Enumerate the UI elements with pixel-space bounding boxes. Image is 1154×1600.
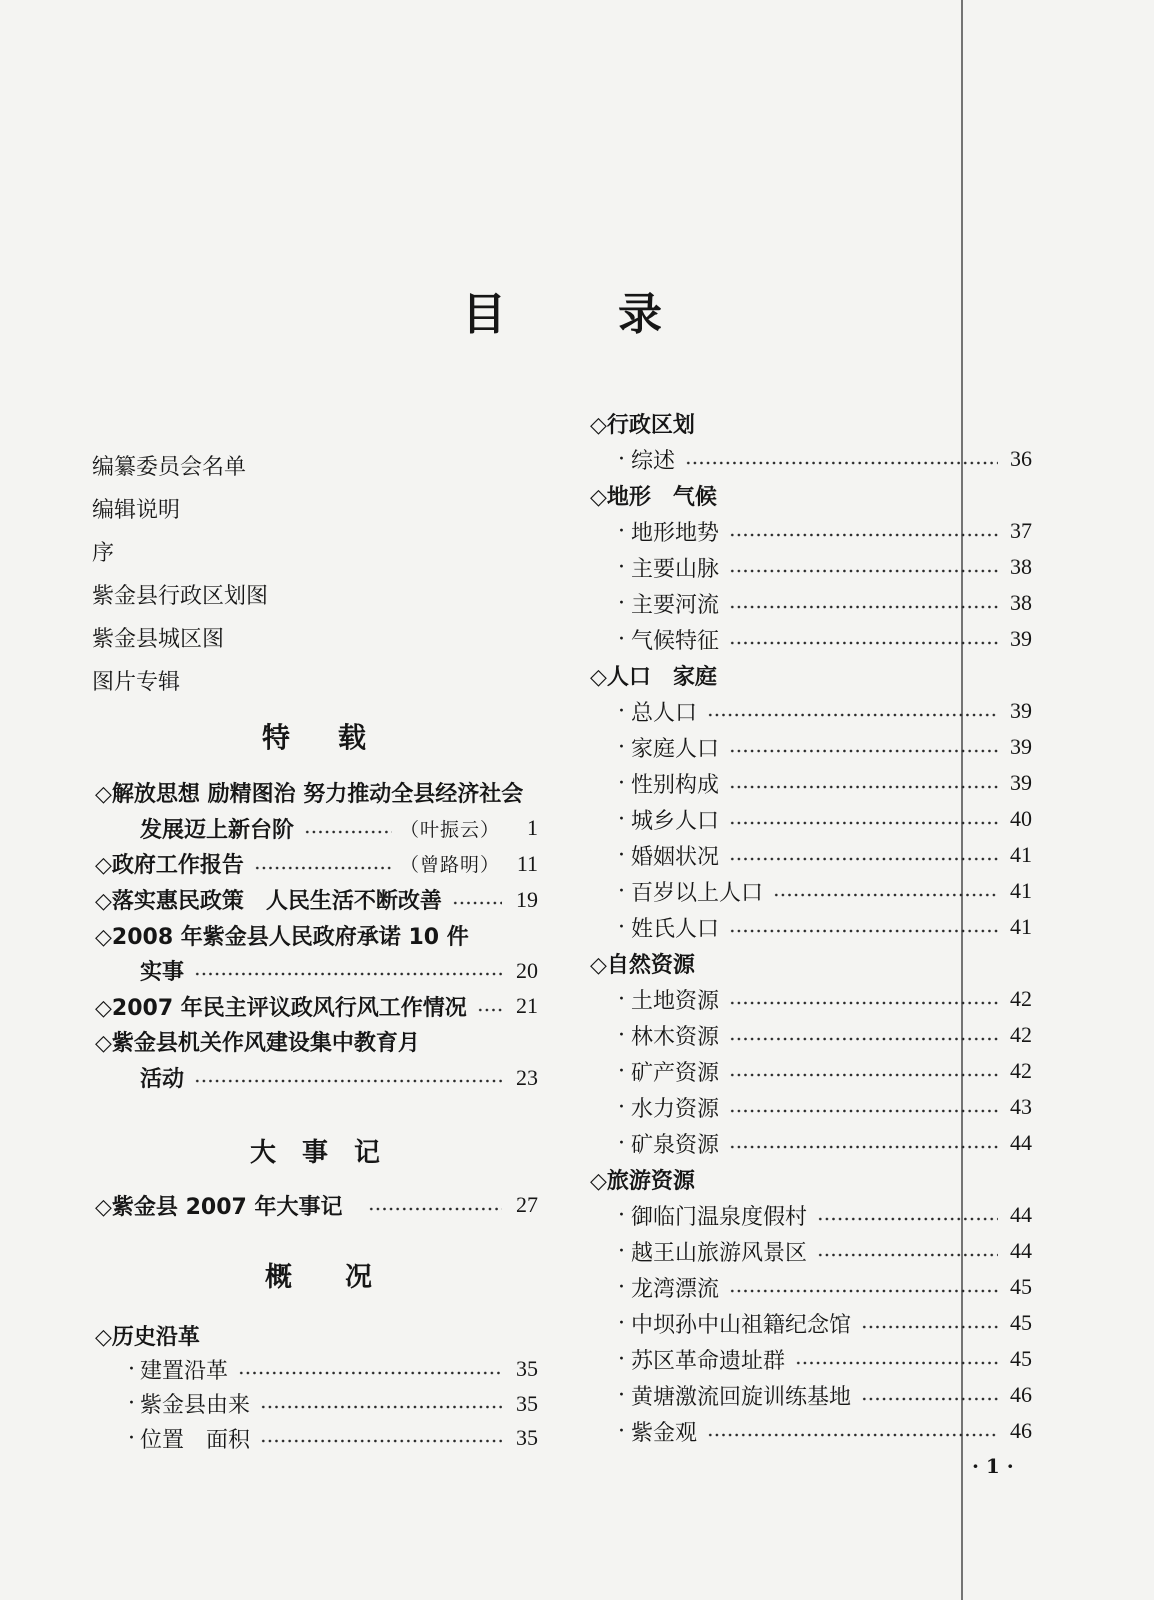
item-page: 36 xyxy=(1010,446,1032,471)
entry-page: 19 xyxy=(516,886,538,912)
entry-title-continued: 发展迈上新台阶 xyxy=(140,817,295,843)
bullet: · xyxy=(618,626,625,652)
bullet: · xyxy=(128,1391,135,1417)
entry-title-continued: 实事 xyxy=(140,960,185,986)
item-title: 矿产资源 xyxy=(631,1060,720,1086)
toc-item xyxy=(590,981,1032,1017)
item-title: 林木资源 xyxy=(631,1024,720,1050)
dot-leader xyxy=(729,1125,998,1161)
entry-title: ◇紫金县机关作风建设集中教育月 xyxy=(95,1031,420,1057)
item-title: 紫金观 xyxy=(631,1420,698,1446)
item-title: 紫金县由来 xyxy=(140,1393,251,1419)
item-title: 土地资源 xyxy=(631,988,720,1014)
entry-title: ◇解放思想 励精图治 努力推动全县经济社会 xyxy=(95,782,524,808)
item-page: 41 xyxy=(1010,842,1032,867)
dot-leader xyxy=(729,981,998,1017)
item-title: 婚姻状况 xyxy=(631,844,720,870)
special-entries xyxy=(92,775,538,1095)
item-page: 39 xyxy=(1010,698,1032,723)
toc-item xyxy=(590,909,1032,945)
bullet: · xyxy=(618,1346,625,1372)
entry-title: ◇落实惠民政策 人民生活不断改善 xyxy=(95,889,442,915)
entry-title: ◇2008 年紫金县人民政府承诺 10 件 xyxy=(95,924,469,950)
item-title: 矿泉资源 xyxy=(631,1132,720,1158)
group-title: ◇行政区划 xyxy=(590,412,695,438)
item-page: 41 xyxy=(1010,878,1032,903)
item-page: 45 xyxy=(1010,1346,1032,1371)
page-number: · 1 · xyxy=(972,1454,1014,1478)
entry-page: 27 xyxy=(516,1192,538,1217)
toc-item xyxy=(590,585,1032,621)
bullet: · xyxy=(128,1425,135,1451)
dot-leader xyxy=(729,1269,998,1305)
dot-leader xyxy=(729,621,998,657)
item-page: 42 xyxy=(1010,1058,1032,1083)
bullet: · xyxy=(618,1094,625,1120)
toc-entry xyxy=(92,989,538,1025)
toc-entry xyxy=(92,1024,538,1060)
dot-leader xyxy=(773,873,998,909)
front-matter-item: 编辑说明 xyxy=(92,498,181,523)
entry-page: 1 xyxy=(527,815,538,841)
front-matter-item: 编纂委员会名单 xyxy=(92,455,247,480)
toc-item xyxy=(590,1233,1032,1269)
dot-leader xyxy=(729,765,998,801)
item-title: 百岁以上人口 xyxy=(631,880,764,906)
item-page: 46 xyxy=(1010,1418,1032,1443)
dot-leader xyxy=(817,1197,998,1233)
item-page: 44 xyxy=(1010,1238,1032,1263)
item-page: 35 xyxy=(516,1390,538,1416)
dot-leader xyxy=(729,585,998,621)
item-page: 42 xyxy=(1010,986,1032,1011)
item-title: 地形地势 xyxy=(631,520,720,546)
item-title: 总人口 xyxy=(631,700,698,726)
toc-item xyxy=(590,765,1032,801)
item-title: 气候特征 xyxy=(631,628,720,654)
dot-leader xyxy=(861,1305,998,1341)
item-page: 41 xyxy=(1010,914,1032,939)
dot-leader xyxy=(729,801,998,837)
section-heading-special: 特 载 xyxy=(262,721,377,754)
toc-item xyxy=(590,1197,1032,1233)
bullet: · xyxy=(618,986,625,1012)
toc-item xyxy=(92,1352,538,1386)
group-title-row xyxy=(590,657,1032,693)
toc-entry xyxy=(92,953,538,989)
item-title: 主要河流 xyxy=(631,592,720,618)
item-page: 38 xyxy=(1010,554,1032,579)
bullet: · xyxy=(618,518,625,544)
item-title: 家庭人口 xyxy=(631,736,720,762)
bullet: · xyxy=(618,698,625,724)
bullet: · xyxy=(618,734,625,760)
group-title-row xyxy=(590,945,1032,981)
dot-leader xyxy=(729,1053,998,1089)
toc-item xyxy=(590,1269,1032,1305)
toc-item xyxy=(590,1377,1032,1413)
toc-entry xyxy=(92,1060,538,1096)
toc-entry xyxy=(92,846,538,882)
bullet: · xyxy=(618,1382,625,1408)
item-page: 43 xyxy=(1010,1094,1032,1119)
toc-item xyxy=(92,1387,538,1421)
toc-item xyxy=(590,1125,1032,1161)
item-title: 位置 面积 xyxy=(140,1427,251,1453)
dot-leader xyxy=(729,513,998,549)
group-title: ◇人口 家庭 xyxy=(590,664,717,690)
item-page: 45 xyxy=(1010,1310,1032,1335)
group-title-row xyxy=(590,477,1032,513)
group-title: ◇历史沿革 xyxy=(95,1324,200,1350)
toc-item xyxy=(590,1053,1032,1089)
dot-leader xyxy=(817,1233,998,1269)
item-title: 苏区革命遗址群 xyxy=(631,1348,786,1374)
toc-entry xyxy=(92,1187,538,1223)
dot-leader xyxy=(260,1421,502,1455)
entry-author: （曾路明） xyxy=(399,854,500,877)
overview-group-history xyxy=(92,1318,538,1455)
item-page: 42 xyxy=(1010,1022,1032,1047)
dot-leader xyxy=(707,693,998,729)
bullet: · xyxy=(618,446,625,472)
dot-leader xyxy=(304,811,392,847)
toc-item xyxy=(590,549,1032,585)
front-matter-item: 紫金县城区图 xyxy=(92,627,225,652)
bullet: · xyxy=(618,1418,625,1444)
dot-leader xyxy=(368,1187,502,1223)
toc-item xyxy=(590,513,1032,549)
front-matter-item: 紫金县行政区划图 xyxy=(92,584,269,609)
bullet: · xyxy=(618,806,625,832)
entry-author: （叶振云） xyxy=(399,818,500,841)
item-title: 综述 xyxy=(631,448,676,474)
item-title: 建置沿革 xyxy=(140,1358,229,1384)
item-title: 龙湾漂流 xyxy=(631,1276,720,1302)
entry-page: 11 xyxy=(516,850,538,876)
dot-leader xyxy=(729,1017,998,1053)
toc-item xyxy=(590,1017,1032,1053)
bullet: · xyxy=(618,590,625,616)
toc-item xyxy=(590,801,1032,837)
item-title: 水力资源 xyxy=(631,1096,720,1122)
item-page: 39 xyxy=(1010,770,1032,795)
dot-leader xyxy=(685,441,998,477)
item-title: 越王山旅游风景区 xyxy=(631,1240,808,1266)
toc-entry xyxy=(92,811,538,847)
item-page: 38 xyxy=(1010,590,1032,615)
item-page: 35 xyxy=(516,1356,538,1382)
bullet: · xyxy=(618,1310,625,1336)
toc-item xyxy=(590,1413,1032,1449)
dot-leader xyxy=(260,1387,502,1421)
item-page: 39 xyxy=(1010,626,1032,651)
toc-item xyxy=(590,693,1032,729)
group-title: ◇自然资源 xyxy=(590,952,695,978)
bullet: · xyxy=(618,1202,625,1228)
bullet: · xyxy=(618,1274,625,1300)
toc-item xyxy=(590,1305,1032,1341)
group-title-row xyxy=(590,405,1032,441)
bullet: · xyxy=(618,878,625,904)
item-page: 46 xyxy=(1010,1382,1032,1407)
dot-leader xyxy=(729,1089,998,1125)
bullet: · xyxy=(618,842,625,868)
bullet: · xyxy=(618,914,625,940)
item-page: 44 xyxy=(1010,1130,1032,1155)
toc-entry xyxy=(92,882,538,918)
dot-leader xyxy=(477,989,502,1025)
group-title-row xyxy=(92,1318,538,1352)
dot-leader xyxy=(452,882,502,918)
item-title: 主要山脉 xyxy=(631,556,720,582)
dot-leader xyxy=(729,729,998,765)
bullet: · xyxy=(618,554,625,580)
entry-title: ◇2007 年民主评议政风行风工作情况 xyxy=(95,995,467,1021)
section-heading-chronicle: 大 事 记 xyxy=(250,1138,381,1168)
toc-entry xyxy=(92,775,538,811)
group-title: ◇旅游资源 xyxy=(590,1168,695,1194)
dot-leader xyxy=(729,837,998,873)
bullet: · xyxy=(128,1356,135,1382)
bullet: · xyxy=(618,1058,625,1084)
item-page: 45 xyxy=(1010,1274,1032,1299)
toc-item xyxy=(590,873,1032,909)
bullet: · xyxy=(618,770,625,796)
item-page: 37 xyxy=(1010,518,1032,543)
toc-item xyxy=(590,1341,1032,1377)
dot-leader xyxy=(707,1413,998,1449)
page-title: 目 录 xyxy=(462,289,670,340)
toc-item xyxy=(590,837,1032,873)
item-title: 城乡人口 xyxy=(631,808,720,834)
toc-item xyxy=(590,441,1032,477)
item-page: 35 xyxy=(516,1425,538,1451)
dot-leader xyxy=(254,846,392,882)
dot-leader xyxy=(194,1060,502,1096)
toc-item xyxy=(590,621,1032,657)
item-title: 姓氏人口 xyxy=(631,916,720,942)
dot-leader xyxy=(729,909,998,945)
front-matter-list xyxy=(92,446,268,704)
dot-leader xyxy=(795,1341,998,1377)
front-matter-item: 图片专辑 xyxy=(92,670,181,695)
item-page: 40 xyxy=(1010,806,1032,831)
dot-leader xyxy=(861,1377,998,1413)
section-heading-overview: 概 况 xyxy=(265,1262,385,1293)
chronicle-entries xyxy=(92,1187,538,1223)
overview-right-column xyxy=(590,405,1032,1449)
entry-page: 20 xyxy=(516,957,538,983)
item-page: 44 xyxy=(1010,1202,1032,1227)
bullet: · xyxy=(618,1022,625,1048)
entry-page: 21 xyxy=(516,993,538,1019)
item-title: 御临门温泉度假村 xyxy=(631,1204,808,1230)
entry-title: ◇紫金县 2007 年大事记 xyxy=(95,1194,343,1220)
group-title-row xyxy=(590,1161,1032,1197)
toc-item xyxy=(92,1421,538,1455)
bullet: · xyxy=(618,1238,625,1264)
item-title: 中坝孙中山祖籍纪念馆 xyxy=(631,1312,852,1338)
dot-leader xyxy=(729,549,998,585)
toc-item xyxy=(590,729,1032,765)
item-title: 性别构成 xyxy=(631,772,720,798)
toc-entry xyxy=(92,917,538,953)
toc-item xyxy=(590,1089,1032,1125)
bullet: · xyxy=(618,1130,625,1156)
entry-title-continued: 活动 xyxy=(140,1067,185,1093)
dot-leader xyxy=(238,1352,502,1386)
item-page: 39 xyxy=(1010,734,1032,759)
dot-leader xyxy=(194,953,502,989)
front-matter-item: 序 xyxy=(92,541,115,566)
item-title: 黄塘激流回旋训练基地 xyxy=(631,1384,852,1410)
entry-page: 23 xyxy=(516,1064,538,1090)
entry-title: ◇政府工作报告 xyxy=(95,853,244,879)
group-title: ◇地形 气候 xyxy=(590,484,717,510)
